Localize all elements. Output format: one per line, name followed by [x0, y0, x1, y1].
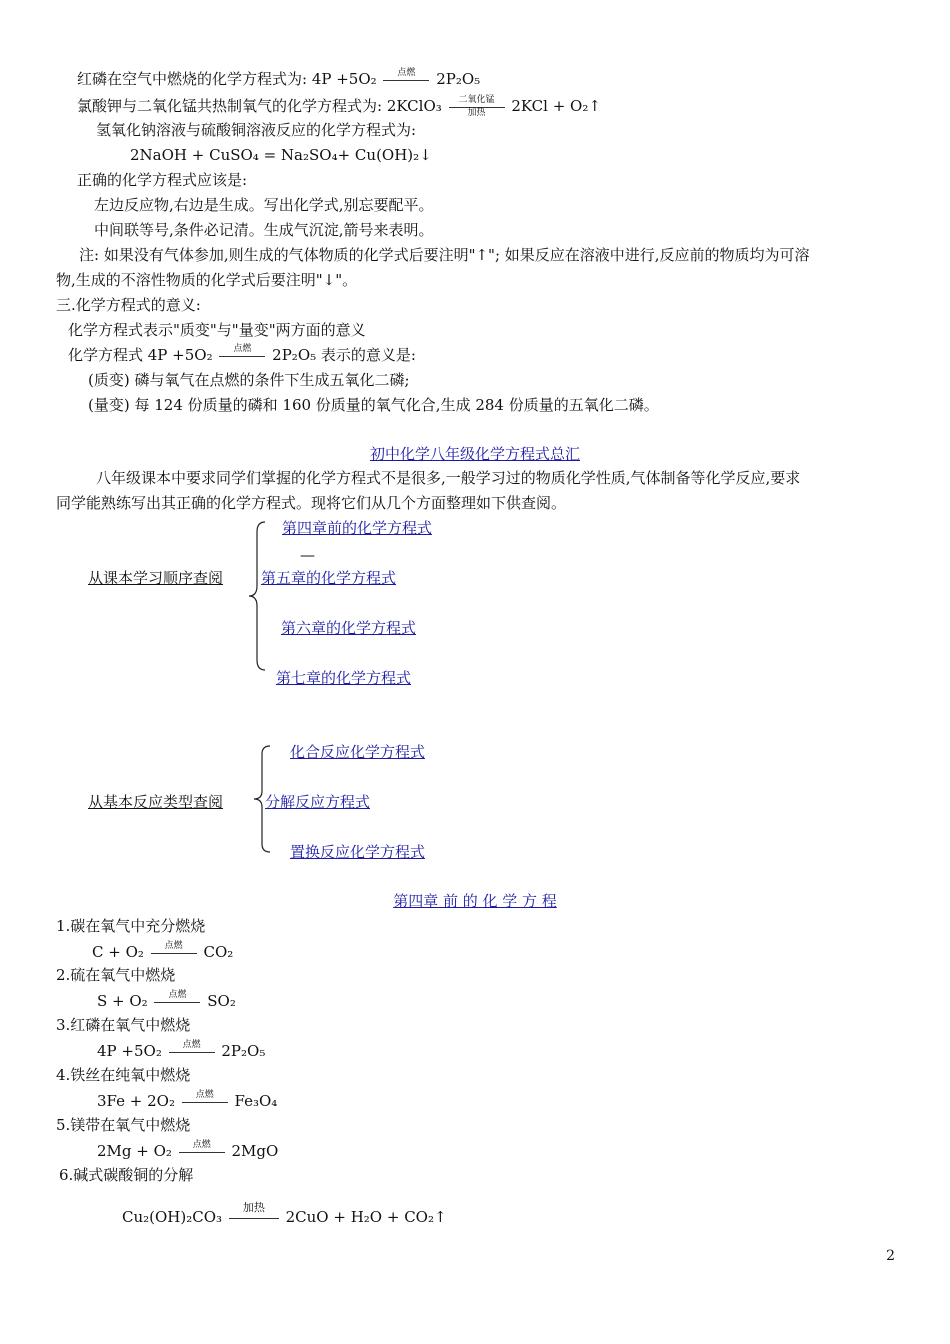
- equation-title: 5.镁带在氧气中燃烧: [56, 1116, 191, 1134]
- equation-product: 2KCl + O₂↑: [511, 97, 601, 115]
- equation-line: [97, 1141, 278, 1162]
- equation-lhs: 3Fe + 2O₂: [97, 1092, 175, 1110]
- paragraph-line: (量变) 每 124 份质量的磷和 160 份质量的氧气化合,生成 284 份质量的五氧化二磷。: [88, 396, 659, 414]
- page-number: 2: [886, 1248, 895, 1264]
- chapter4-title-link[interactable]: 第四章 前 的 化 学 方 程: [393, 892, 557, 910]
- link-combination-reaction[interactable]: 化合反应化学方程式: [290, 743, 426, 761]
- link-chapter-6[interactable]: 第六章的化学方程式: [281, 619, 417, 637]
- nav-label-chapters: 从课本学习顺序查阅: [88, 569, 224, 587]
- reaction-condition: 点燃: [383, 70, 429, 90]
- reaction-condition: 加热: [229, 1208, 279, 1228]
- equation-title: 3.红磷在氧气中燃烧: [56, 1016, 191, 1034]
- intro-line: 同学能熟练写出其正确的化学方程式。现将它们从几个方面整理如下供查阅。: [56, 494, 567, 512]
- equation-product: 2P₂O₅: [436, 70, 481, 88]
- intro-line: 八年级课本中要求同学们掌握的化学方程式不是很多,一般学习过的物质化学性质,气体制备等化学反应,要求: [96, 469, 801, 487]
- equation-line: [97, 1041, 265, 1062]
- equation-product: 2P₂O₅ 表示的意义是:: [272, 346, 416, 364]
- equation-title: 6.碱式碳酸铜的分解: [59, 1166, 194, 1184]
- reaction-condition: 点燃: [179, 1142, 225, 1162]
- equation-title: 1.碳在氧气中充分燃烧: [56, 917, 206, 935]
- note-line: 物,生成的不溶性物质的化学式后要注明"↓"。: [56, 271, 358, 289]
- dash-mark: —: [300, 546, 315, 564]
- reaction-condition: 点燃: [169, 1042, 215, 1062]
- equation-kclo3: [77, 96, 601, 117]
- summary-title-link[interactable]: 初中化学八年级化学方程式总汇: [369, 445, 580, 463]
- equation-text: 化学方程式 4P +5O₂: [68, 346, 213, 364]
- reaction-condition: 点燃: [151, 943, 197, 963]
- equation-line: [122, 1201, 447, 1228]
- equation-text: 红磷在空气中燃烧的化学方程式为: 4P +5O₂: [77, 70, 377, 88]
- paragraph-line: 化学方程式表示"质变"与"量变"两方面的意义: [68, 321, 366, 339]
- equation-lhs: S + O₂: [97, 992, 148, 1010]
- paragraph-line: 氢氧化钠溶液与硫酸铜溶液反应的化学方程式为:: [96, 121, 417, 139]
- paragraph-line: 左边反应物,右边是生成。写出化学式,别忘要配平。: [94, 196, 434, 214]
- equation-lhs: Cu₂(OH)₂CO₃: [122, 1208, 223, 1226]
- link-chapter-4-before[interactable]: 第四章前的化学方程式: [282, 519, 433, 537]
- equation-text: 氯酸钾与二氧化锰共热制氧气的化学方程式为: 2KClO₃: [77, 97, 442, 115]
- link-decomposition-reaction[interactable]: 分解反应方程式: [265, 793, 371, 811]
- reaction-condition: 二氧化锰 加热: [449, 97, 505, 117]
- reaction-condition: 点燃: [219, 346, 265, 366]
- link-chapter-7[interactable]: 第七章的化学方程式: [276, 669, 412, 687]
- nav-label-types: 从基本反应类型查阅: [88, 793, 224, 811]
- equation-rhs: 2P₂O₅: [221, 1042, 266, 1060]
- equation-rhs: 2CuO + H₂O + CO₂↑: [285, 1208, 447, 1226]
- paragraph-line: 正确的化学方程式应该是:: [77, 171, 248, 189]
- equation-lhs: 2Mg + O₂: [97, 1142, 172, 1160]
- reaction-condition: 点燃: [154, 992, 200, 1012]
- equation-rhs: 2MgO: [231, 1142, 279, 1160]
- section-heading: 三.化学方程式的意义:: [56, 296, 201, 314]
- equation-line: [92, 942, 233, 963]
- equation-title: 4.铁丝在纯氧中燃烧: [56, 1066, 191, 1084]
- equation-rhs: Fe₃O₄: [234, 1092, 278, 1110]
- link-displacement-reaction[interactable]: 置换反应化学方程式: [290, 843, 426, 861]
- equation-rhs: SO₂: [207, 992, 236, 1010]
- equation-lhs: C + O₂: [92, 943, 144, 961]
- equation-line: [97, 991, 236, 1012]
- equation-meaning: [68, 345, 416, 366]
- equation-lhs: 4P +5O₂: [97, 1042, 162, 1060]
- link-chapter-5[interactable]: 第五章的化学方程式: [261, 569, 397, 587]
- equation-rhs: CO₂: [203, 943, 234, 961]
- equation-naoh: 2NaOH + CuSO₄ = Na₂SO₄+ Cu(OH)₂↓: [130, 146, 432, 164]
- paragraph-line: (质变) 磷与氧气在点燃的条件下生成五氧化二磷;: [88, 371, 410, 389]
- note-line: 注: 如果没有气体参加,则生成的气体物质的化学式后要注明"↑"; 如果反应在溶液中进行,反应前的物质均为可溶: [79, 246, 810, 264]
- paragraph-line: 中间联等号,条件必记清。生成气沉淀,箭号来表明。: [94, 221, 434, 239]
- equation-line: [97, 1091, 277, 1112]
- equation-title: 2.硫在氧气中燃烧: [56, 966, 176, 984]
- reaction-condition: 点燃: [182, 1092, 228, 1112]
- equation-red-phosphorus: [77, 69, 480, 90]
- brace-icon: [245, 520, 267, 672]
